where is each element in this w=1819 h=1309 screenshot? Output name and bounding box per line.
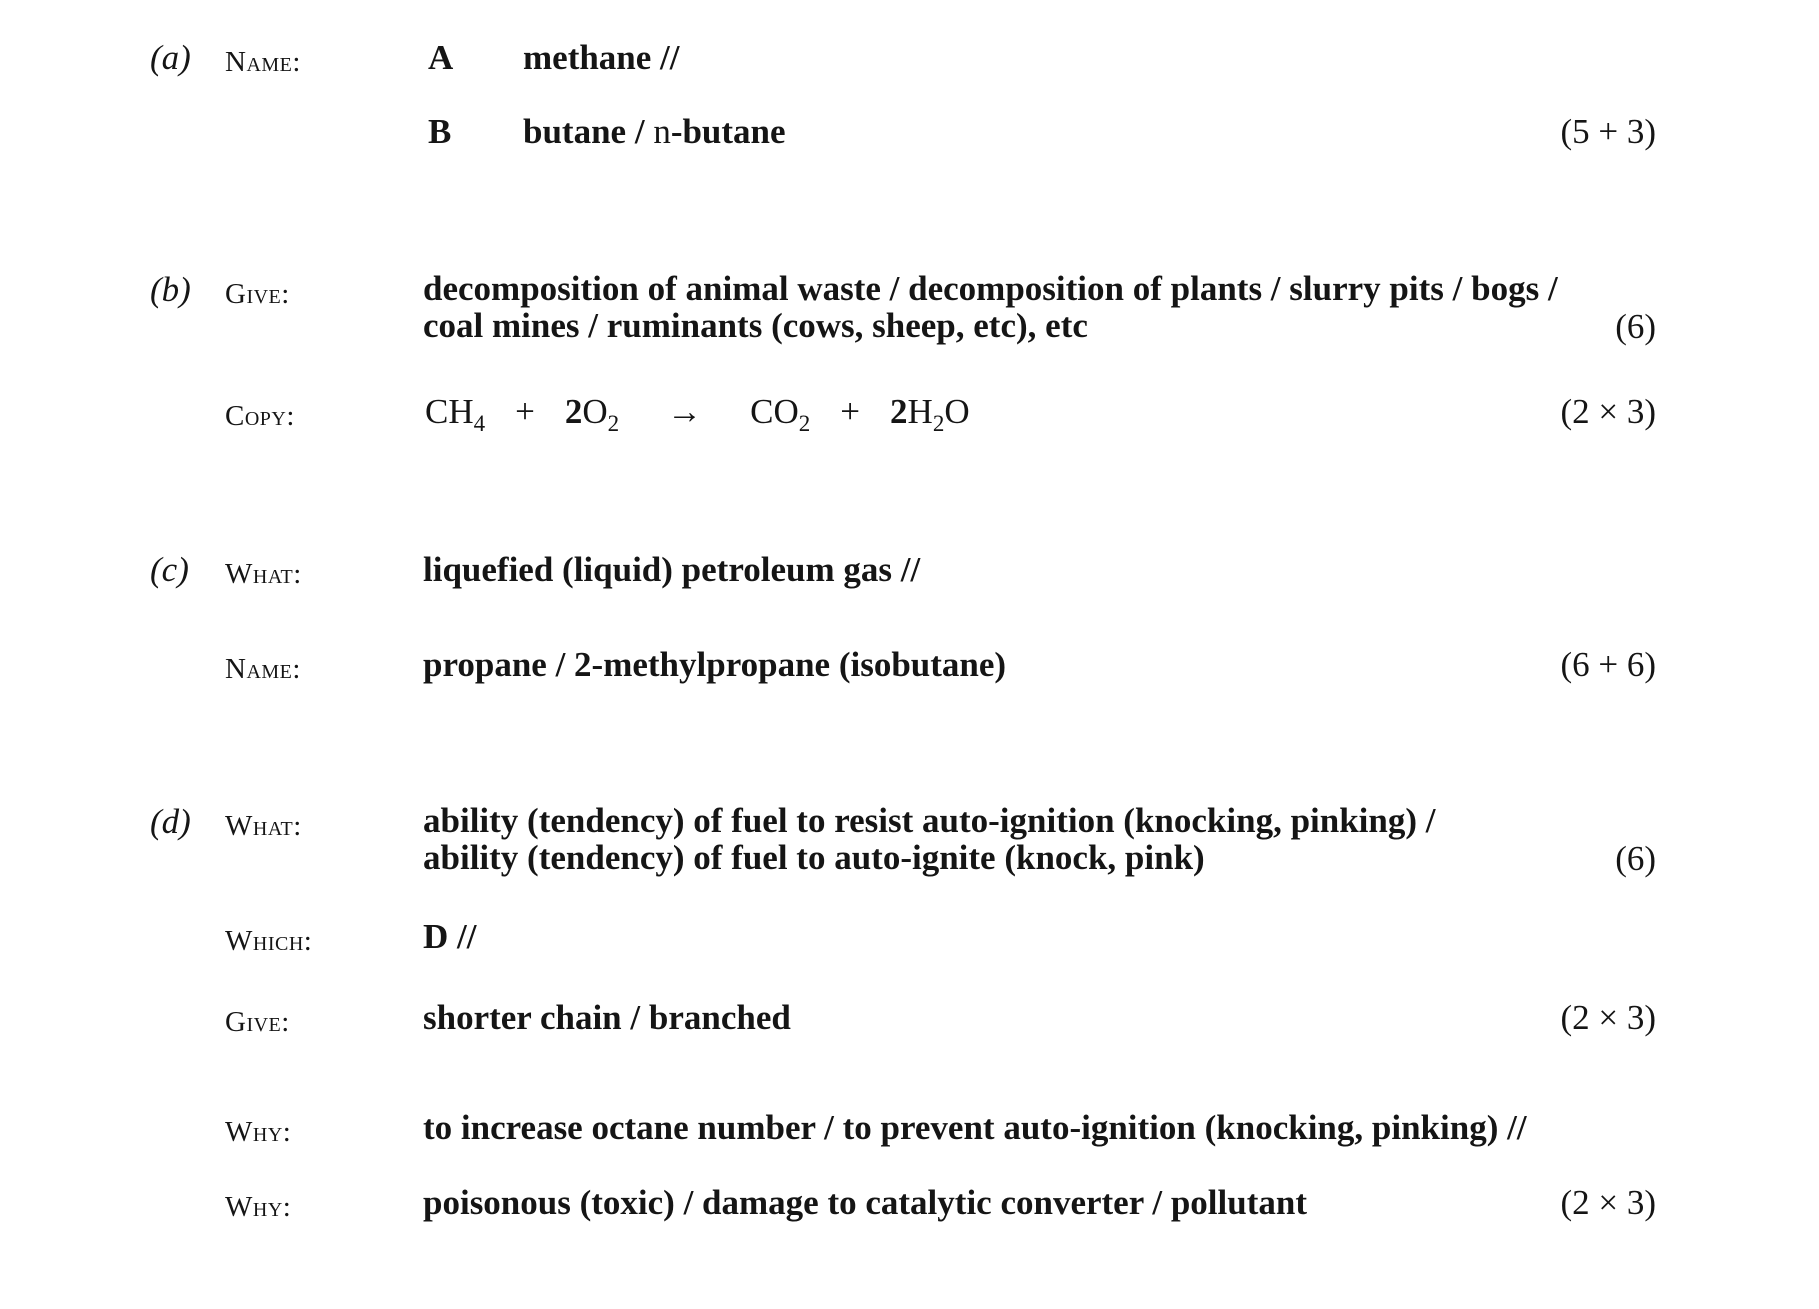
keyword-what-d: What: (225, 810, 302, 842)
keyword-name-a: Name: (225, 46, 301, 78)
answer-c-lpg: liquefied (liquid) petroleum gas // (423, 550, 921, 589)
section-label-d: (d) (150, 802, 191, 841)
answer-b-sources-line2: coal mines / ruminants (cows, sheep, etc), etc (423, 306, 1088, 345)
answer-d-why-poisonous: poisonous (toxic) / damage to catalytic converter / pollutant (423, 1183, 1307, 1222)
marks-c: (6 + 6) (1560, 645, 1656, 684)
chemical-equation (425, 392, 970, 436)
answer-d-chain: shorter chain / branched (423, 998, 791, 1037)
keyword-which-d: Which: (225, 925, 313, 957)
keyword-give-b: Give: (225, 278, 290, 310)
keyword-name-c: Name: (225, 653, 301, 685)
co2-formula: $CO_2$ (750, 392, 811, 436)
answer-c-propane: propane / 2-methylpropane (isobutane) (423, 645, 1007, 684)
answer-b-butane (523, 112, 786, 152)
answer-b-sources-line1: decomposition of animal waste / decomposition of plants / slurry pits / bogs / (423, 269, 1558, 308)
answer-d-definition-line1: ability (tendency) of fuel to resist auto-ignition (knocking, pinking) / (423, 801, 1436, 840)
section-label-a: (a) (150, 38, 191, 77)
butane-bold-suffix: -butane (670, 112, 786, 151)
marks-a: (5 + 3) (1560, 112, 1656, 151)
marks-b-copy: (2 × 3) (1560, 392, 1656, 431)
answer-letter-B: B (428, 112, 452, 151)
water-term: $2H_2O$ (890, 392, 970, 436)
answer-b-sources (423, 270, 1558, 344)
water-coefficient: 2 (890, 392, 908, 431)
ch4-formula: $CH_4$ (425, 392, 486, 436)
answer-d-octane-definition (423, 802, 1436, 876)
keyword-why-d2: Why: (225, 1191, 292, 1223)
n-prefix-regular: n (653, 112, 671, 151)
marks-d-give: (2 × 3) (1560, 998, 1656, 1037)
answer-a-methane: methane // (523, 38, 680, 77)
butane-bold-part: butane / (523, 112, 654, 151)
section-label-b: (b) (150, 270, 191, 309)
keyword-copy-b: Copy: (225, 400, 295, 432)
answer-d-definition-line2: ability (tendency) of fuel to auto-ignite (knock, pink) (423, 838, 1205, 877)
marks-b-give: (6) (1615, 307, 1656, 346)
plus-operator-1: + (515, 392, 535, 431)
keyword-why-d1: Why: (225, 1116, 292, 1148)
answer-d-which: D // (423, 917, 477, 956)
keyword-what-c: What: (225, 558, 302, 590)
answer-letter-A: A (428, 38, 454, 77)
oxygen-term: $2O_2$ (564, 392, 620, 436)
marks-d-what: (6) (1615, 839, 1656, 878)
section-label-c: (c) (150, 550, 189, 589)
answer-d-why-octane: to increase octane number / to prevent auto-ignition (knocking, pinking) // (423, 1108, 1527, 1147)
reaction-arrow: → (667, 392, 703, 431)
marks-d-why: (2 × 3) (1560, 1183, 1656, 1222)
plus-operator-2: + (840, 392, 861, 431)
keyword-give-d: Give: (225, 1006, 290, 1038)
oxygen-coefficient: 2 (564, 392, 583, 431)
